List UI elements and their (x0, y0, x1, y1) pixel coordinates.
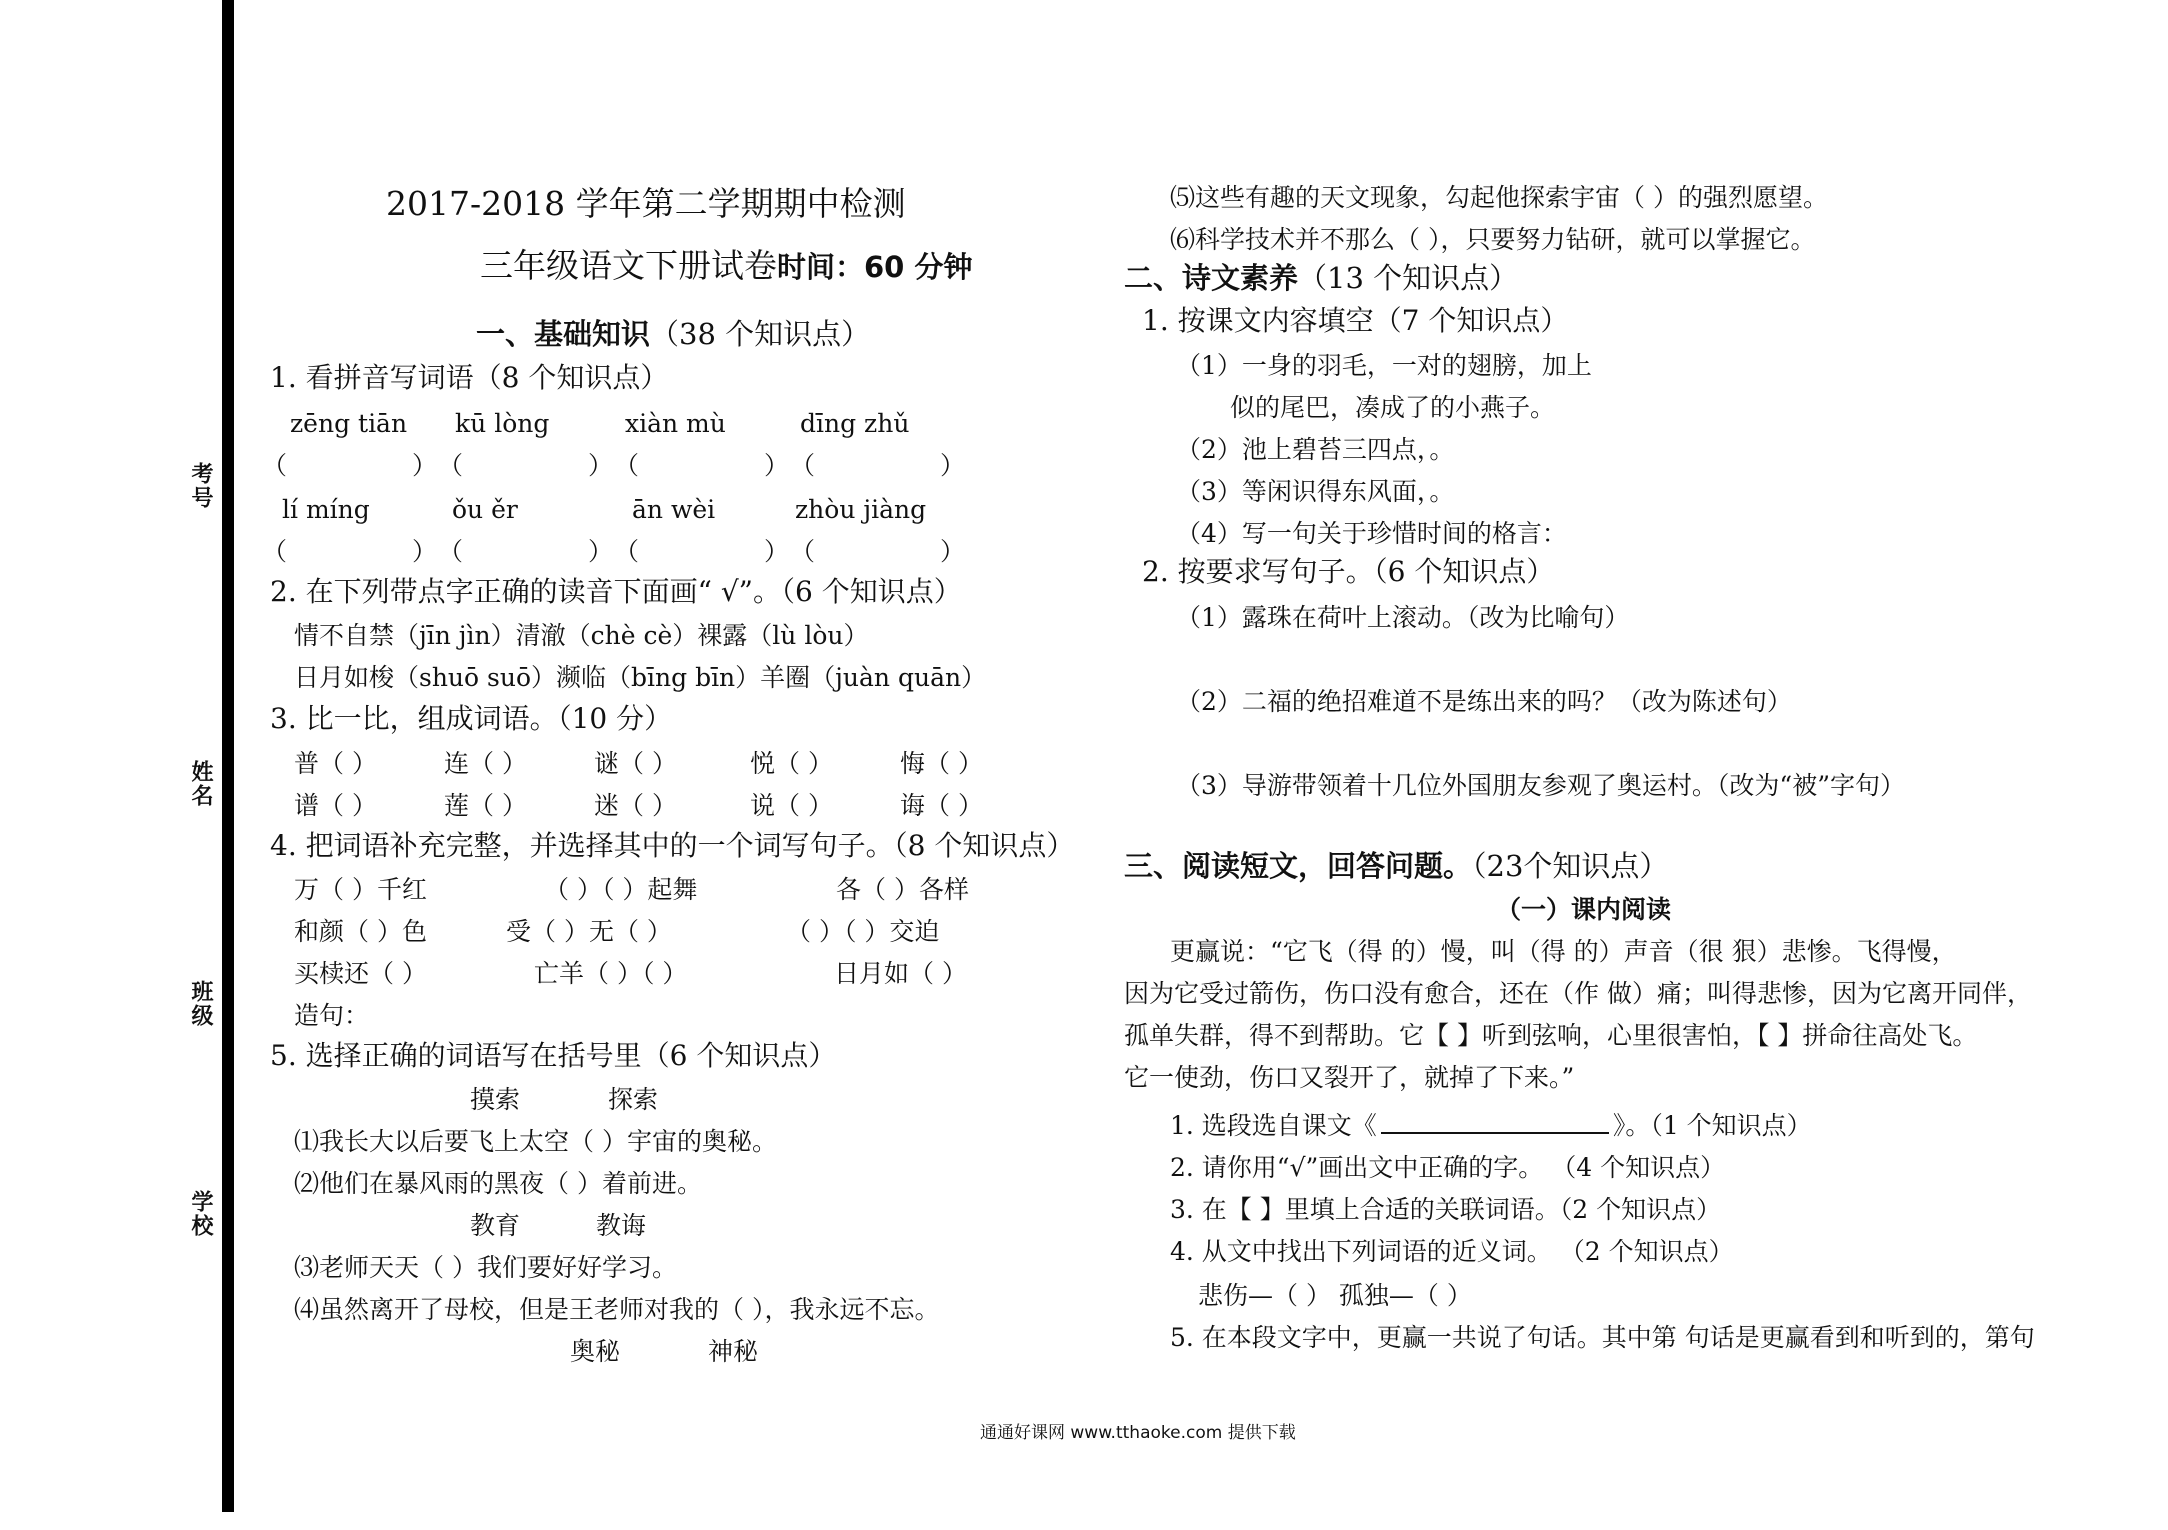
q5-sentence4: ⑷虽然离开了母校，但是王老师对我的（ ），我永远不忘。 (294, 1295, 940, 1324)
section2-title: 二、诗文素养 (1124, 261, 1299, 295)
idiom-item[interactable]: 万（ ）千红 (294, 875, 427, 904)
idiom-item[interactable]: 各（ ）各样 (836, 875, 969, 904)
answer-box[interactable]: （ ） (262, 451, 438, 480)
s2-q1-item1b: 似的尾巴，凑成了的小燕子。 (1230, 393, 1556, 422)
passage-line4: 它一使劲，伤口又裂开了，就掉了下来。” (1124, 1063, 1575, 1092)
idiom-item[interactable]: 和颜（ ）色 (294, 917, 427, 946)
q4-sentence-label: 造句： (294, 1001, 370, 1030)
answer-box[interactable]: （ ） (614, 451, 790, 480)
q2-line2: 日月如梭（shuō suō）濒临（bīng bīn）羊圈（juàn quān） (294, 663, 987, 692)
reading-q1 (1170, 1110, 1812, 1142)
q5-sentence3: ⑶老师天天（ ）我们要好好学习。 (294, 1253, 677, 1282)
section3-subheading: （一）课内阅读 (1496, 895, 1672, 924)
reading-q3: 3. 在【 】里填上合适的关联词语。（2 个知识点） (1170, 1195, 1722, 1224)
q4-title: 4. 把词语补充完整，并选择其中的一个词写句子。（8 个知识点） (270, 829, 1075, 862)
name-label: 姓名 (188, 760, 213, 808)
title-line1: 2017-2018 学年第二学期期中检测 (386, 184, 906, 223)
compare-item[interactable]: 谱（ ） (294, 791, 377, 820)
q5-sentence6: ⑹科学技术并不那么（ ），只要努力钻研，就可以掌握它。 (1170, 225, 1816, 254)
word-choice: 教诲 (596, 1211, 647, 1240)
reading-q4: 4. 从文中找出下列词语的近义词。 （2 个知识点） (1170, 1237, 1734, 1266)
answer-box[interactable]: （ ） (438, 451, 614, 480)
q5-sentence1: ⑴我长大以后要飞上太空（ ）宇宙的奥秘。 (294, 1127, 777, 1156)
section2-points: （13 个知识点） (1298, 261, 1519, 295)
s2-q1-item2: （2）池上碧苔三四点，。 (1176, 435, 1455, 464)
passage-line3: 孤单失群，得不到帮助。它【 】听到弦响，心里很害怕，【 】拼命往高处飞。 (1124, 1021, 1978, 1050)
s2-q2-item1: （1）露珠在荷叶上滚动。（改为比喻句） (1176, 603, 1630, 632)
compare-item[interactable]: 莲（ ） (444, 791, 527, 820)
q2-title: 2. 在下列带点字正确的读音下面画“ √”。（6 个知识点） (270, 575, 962, 608)
reading-q4-items: 悲伤—（ ） 孤独—（ ） (1198, 1281, 1472, 1310)
word-choice: 摸索 (470, 1085, 521, 1114)
pinyin: lí míng (282, 495, 370, 524)
passage-line2: 因为它受过箭伤，伤口没有愈合，还在（作 做）痛；叫得悲惨，因为它离开同伴， (1124, 979, 2032, 1008)
reading-q2: 2. 请你用“√”画出文中正确的字。 （4 个知识点） (1170, 1153, 1726, 1182)
idiom-item[interactable]: （ ）（ ）起舞 (544, 875, 698, 904)
pinyin: kū lòng (455, 409, 550, 438)
binding-bar (222, 0, 234, 1512)
footer-credit: 通通好课网 www.tthaoke.com 提供下载 (980, 1423, 1296, 1443)
answer-box[interactable]: （ ） (790, 537, 966, 566)
pinyin: ǒu ěr (452, 495, 518, 524)
school-label: 学校 (188, 1190, 213, 1238)
s2-q1-title: 1. 按课文内容填空（7 个知识点） (1142, 304, 1569, 337)
idiom-item[interactable]: 买椟还（ ） (294, 959, 427, 988)
section3-points: （23个知识点） (1472, 849, 1669, 883)
compare-item[interactable]: 悔（ ） (900, 749, 983, 778)
reading-q5: 5. 在本段文字中，更赢一共说了句话。其中第 句话是更赢看到和听到的，第句 (1170, 1323, 2035, 1352)
section1-heading (476, 318, 870, 350)
s2-q1-item3: （3）等闲识得东风面，。 (1176, 477, 1455, 506)
answer-box[interactable]: （ ） (614, 537, 790, 566)
s2-q2-item3: （3）导游带领着十几位外国朋友参观了奥运村。（改为“被”字句） (1176, 771, 1905, 800)
q2-line1: 情不自禁（jīn jìn）清澈（chè cè）裸露（lù lòu） (294, 621, 869, 650)
s2-q1-item4: （4）写一句关于珍惜时间的格言： (1176, 519, 1567, 548)
title-time: 时间：60 分钟 (777, 250, 973, 284)
compare-item[interactable]: 谜（ ） (594, 749, 677, 778)
s2-q2-item2: （2）二福的绝招难道不是练出来的吗？（改为陈述句） (1176, 687, 1792, 716)
idiom-item[interactable]: 日月如（ ） (834, 959, 967, 988)
pinyin: zēng tiān (290, 409, 408, 438)
section3-heading (1124, 850, 1668, 882)
pinyin: xiàn mù (625, 409, 726, 438)
title-line2 (480, 246, 973, 285)
pinyin: dīng zhǔ (800, 409, 910, 438)
title-grade: 三年级语文下册试卷 (480, 246, 777, 285)
compare-item[interactable]: 连（ ） (444, 749, 527, 778)
compare-item[interactable]: 普（ ） (294, 749, 377, 778)
pinyin: ān wèi (632, 495, 716, 524)
q5-title: 5. 选择正确的词语写在括号里（6 个知识点） (270, 1039, 837, 1072)
title-blank[interactable] (1381, 1112, 1609, 1134)
idiom-item[interactable]: 亡羊（ ）（ ） (534, 959, 688, 988)
answer-box[interactable]: （ ） (262, 537, 438, 566)
q3-title: 3. 比一比，组成词语。（10 分） (270, 702, 673, 735)
word-choice: 奥秘 (570, 1337, 621, 1366)
reading-q1-prefix: 1. 选段选自课文《 (1170, 1111, 1377, 1140)
class-label: 班级 (188, 980, 213, 1028)
word-choice: 教育 (470, 1211, 521, 1240)
section1-points: （38 个知识点） (650, 317, 871, 351)
word-choice: 神秘 (708, 1337, 759, 1366)
answer-box[interactable]: （ ） (790, 451, 966, 480)
compare-item[interactable]: 悦（ ） (750, 749, 833, 778)
q5-sentence5: ⑸这些有趣的天文现象，勾起他探索宇宙（ ）的强烈愿望。 (1170, 183, 1828, 212)
idiom-item[interactable]: 受（ ）无（ ） (506, 917, 672, 946)
passage-line1: 更赢说：“它飞（得 的）慢，叫（得 的）声音（很 狠）悲惨。飞得慢， (1170, 937, 1957, 966)
idiom-item[interactable]: （ ）（ ）交迫 (786, 917, 940, 946)
q1-title: 1. 看拼音写词语（8 个知识点） (270, 361, 669, 394)
compare-item[interactable]: 说（ ） (750, 791, 833, 820)
s2-q2-title: 2. 按要求写句子。（6 个知识点） (1142, 555, 1555, 588)
pinyin: zhòu jiàng (795, 495, 927, 524)
exam-number-label: 考号 (188, 462, 213, 510)
section1-title: 一、基础知识 (476, 317, 651, 351)
section2-heading (1124, 262, 1518, 294)
s2-q1-item1a: （1）一身的羽毛，一对的翅膀，加上 (1176, 351, 1592, 380)
answer-box[interactable]: （ ） (438, 537, 614, 566)
q5-sentence2: ⑵他们在暴风雨的黑夜（ ）着前进。 (294, 1169, 702, 1198)
compare-item[interactable]: 诲（ ） (900, 791, 983, 820)
compare-item[interactable]: 迷（ ） (594, 791, 677, 820)
reading-q1-suffix: 》。（1 个知识点） (1612, 1111, 1812, 1140)
section3-title: 三、阅读短文，回答问题。 (1124, 849, 1473, 883)
word-choice: 探索 (608, 1085, 659, 1114)
